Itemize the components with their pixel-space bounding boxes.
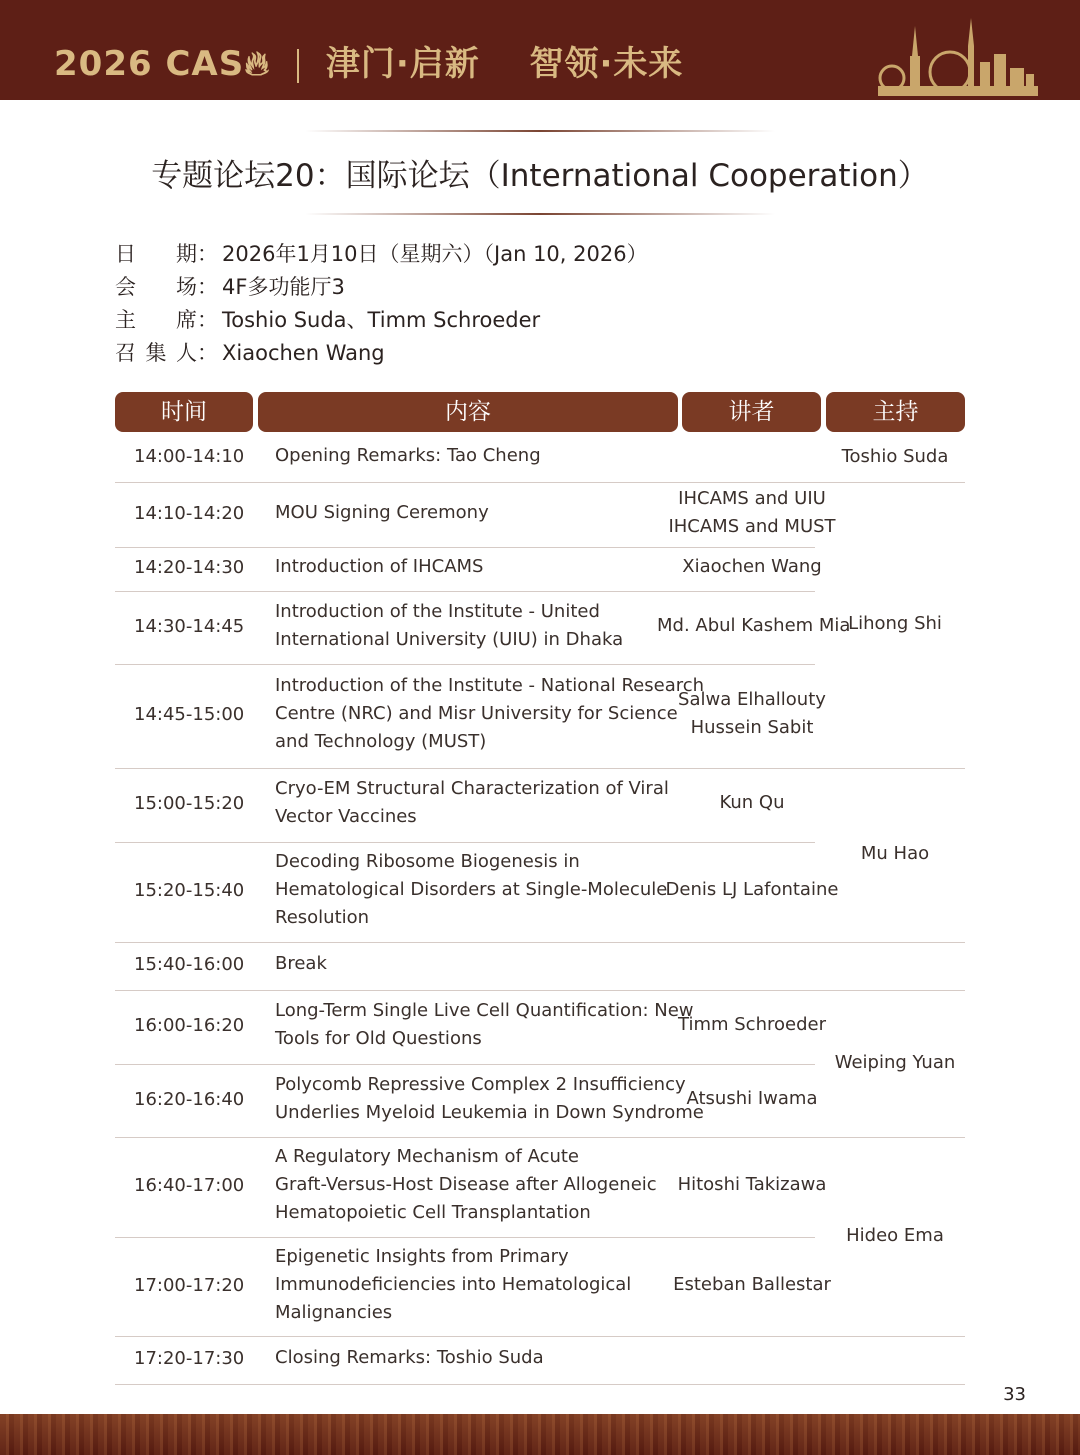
session-topic	[275, 1243, 631, 1327]
session-topic	[275, 1143, 657, 1227]
session-time: 17:20-17:30	[134, 1348, 245, 1369]
session-topic	[275, 1344, 544, 1372]
session-topic	[275, 950, 327, 978]
event-name: 2026 CAS	[54, 44, 245, 84]
row-divider	[115, 664, 815, 665]
topic-line: Epigenetic Insights from Primary	[275, 1245, 569, 1267]
chair-label: 主 席	[115, 308, 197, 332]
speaker-line: Xiaochen Wang	[682, 556, 822, 577]
topic-line: Closing Remarks: Toshio Suda	[275, 1347, 544, 1368]
topic-line: Introduction of the Institute - United	[275, 600, 600, 622]
slogan-2: 智领·未来	[529, 44, 684, 84]
header-speaker: 讲者	[682, 392, 821, 432]
speaker-name	[657, 876, 847, 904]
session-time: 14:10-14:20	[134, 502, 245, 524]
convener-row: 召集人： Xiaochen Wang	[115, 337, 648, 370]
session-topic	[275, 553, 483, 581]
session-time: 16:20-16:40	[134, 1088, 245, 1110]
topic-line: Long-Term Single Live Cell Quantification: New	[275, 1000, 694, 1021]
row-divider	[115, 591, 815, 592]
session-topic	[275, 848, 667, 932]
row-divider	[115, 1384, 965, 1385]
topic-line: Decoding Ribosome Biogenesis in	[275, 851, 580, 872]
topic-line: Introduction of the Institute - National Research	[275, 675, 705, 696]
header-content: 内容	[258, 392, 678, 432]
speaker-name	[657, 1085, 847, 1113]
topic-line: Immunodeficiencies into Hematological	[275, 1273, 632, 1295]
row-divider	[115, 1137, 965, 1138]
banner-title	[54, 36, 683, 85]
speaker-line: Atsushi Iwama	[686, 1087, 818, 1109]
topic-line: Centre (NRC) and Misr University for Science	[275, 703, 678, 724]
venue-label: 会 场	[115, 275, 197, 299]
chair-row: 主 席： Toshio Suda、Timm Schroeder	[115, 304, 648, 337]
title-divider-bottom	[305, 213, 775, 215]
row-divider	[115, 1336, 965, 1337]
session-time: 14:45-15:00	[134, 704, 245, 725]
session-time: 15:20-15:40	[134, 880, 245, 901]
banner-divider	[297, 49, 299, 83]
session-time: 17:00-17:20	[134, 1274, 245, 1296]
city-skyline-icon	[870, 16, 1040, 98]
topic-line: International University (UIU) in Dhaka	[275, 628, 624, 650]
venue-value: 4F多功能厅3	[222, 275, 345, 299]
row-divider	[115, 842, 815, 843]
topic-line: Opening Remarks: Tao Cheng	[275, 445, 541, 466]
host-name: Hideo Ema	[846, 1224, 944, 1246]
flame-icon: 🔥︎	[244, 44, 271, 84]
speaker-line: Hitoshi Takizawa	[677, 1174, 827, 1195]
session-topic	[275, 775, 669, 831]
topic-line: Underlies Myeloid Leukemia in Down Syndrome	[275, 1101, 704, 1123]
speaker-name	[657, 612, 851, 640]
session-time: 14:30-14:45	[134, 615, 245, 637]
speaker-line: IHCAMS and MUST	[668, 515, 836, 537]
bottom-decorative-band	[0, 1414, 1080, 1455]
speaker-line: Timm Schroeder	[678, 1014, 826, 1035]
session-time: 14:20-14:30	[134, 557, 245, 578]
speaker-name	[657, 485, 847, 541]
header-host: 主持	[826, 392, 965, 432]
row-divider	[115, 768, 965, 769]
topic-line: A Regulatory Mechanism of Acute	[275, 1146, 580, 1167]
topic-line: Resolution	[275, 907, 370, 928]
speaker-name	[657, 1011, 847, 1039]
top-banner	[0, 0, 1080, 100]
speaker-name	[657, 789, 847, 817]
topic-line: Break	[275, 953, 327, 974]
title-divider-top	[305, 130, 775, 132]
date-value: 2026年1月10日（星期六）（Jan 10, 2026）	[222, 242, 648, 266]
page-number: 33	[1003, 1384, 1026, 1405]
date-label: 日 期	[115, 242, 197, 266]
row-divider	[115, 547, 815, 548]
topic-line: Malignancies	[275, 1301, 393, 1323]
session-topic	[275, 1071, 704, 1127]
topic-line: Cryo-EM Structural Characterization of Viral	[275, 778, 669, 799]
date-row: 日 期： 2026年1月10日（星期六）（Jan 10, 2026）	[115, 238, 648, 271]
host-name: Lihong Shi	[848, 613, 942, 634]
session-info	[115, 238, 648, 370]
speaker-line: IHCAMS and UIU	[678, 487, 826, 509]
title-section	[0, 130, 1080, 215]
speaker-line: Hussein Sabit	[690, 717, 814, 738]
speaker-line: Salwa Elhallouty	[678, 689, 826, 710]
session-time: 15:40-16:00	[134, 954, 245, 975]
topic-line: Hematopoietic Cell Transplantation	[275, 1202, 591, 1223]
speaker-name	[657, 1171, 847, 1199]
topic-line: and Technology (MUST)	[275, 731, 487, 752]
topic-line: Vector Vaccines	[275, 806, 417, 827]
topic-line: MOU Signing Ceremony	[275, 501, 489, 523]
session-topic	[275, 997, 694, 1053]
session-time: 16:00-16:20	[134, 1015, 245, 1036]
speaker-line: Esteban Ballestar	[673, 1273, 831, 1295]
session-topic	[275, 442, 541, 470]
session-time: 14:00-14:10	[134, 446, 245, 467]
speaker-line: Md. Abul Kashem Mia	[657, 614, 851, 636]
topic-line: Introduction of IHCAMS	[275, 556, 484, 577]
row-divider	[115, 1237, 815, 1238]
host-name: Toshio Suda	[841, 446, 949, 467]
row-divider	[115, 990, 965, 991]
speaker-name	[657, 1271, 847, 1299]
speaker-line: Denis LJ Lafontaine	[665, 879, 839, 900]
speaker-line: Kun Qu	[719, 792, 785, 813]
topic-line: Tools for Old Questions	[275, 1028, 482, 1049]
session-topic	[275, 672, 704, 756]
venue-row: 会 场： 4F多功能厅3	[115, 271, 648, 304]
topic-line: Graft-Versus-Host Disease after Allogeneic	[275, 1174, 657, 1195]
session-time: 15:00-15:20	[134, 793, 245, 814]
session-time: 16:40-17:00	[134, 1175, 245, 1196]
convener-value: Xiaochen Wang	[222, 341, 385, 365]
session-topic	[275, 598, 623, 654]
row-divider	[115, 482, 965, 483]
speaker-name	[657, 553, 847, 581]
session-topic	[275, 499, 489, 527]
topic-line: Polycomb Repressive Complex 2 Insufficiency	[275, 1073, 686, 1095]
chair-value: Toshio Suda、Timm Schroeder	[222, 308, 541, 332]
host-name: Weiping Yuan	[834, 1051, 956, 1073]
page-title: 专题论坛20：国际论坛（International Cooperation）	[151, 158, 929, 194]
row-divider	[115, 942, 965, 943]
slogan-1: 津门·启新	[325, 44, 480, 84]
host-name: Mu Hao	[860, 843, 930, 864]
topic-line: Hematological Disorders at Single-Molecule	[275, 879, 668, 900]
speaker-name	[657, 686, 847, 742]
header-time: 时间	[115, 392, 253, 432]
row-divider	[115, 1064, 815, 1065]
convener-label: 召集人	[115, 341, 197, 365]
